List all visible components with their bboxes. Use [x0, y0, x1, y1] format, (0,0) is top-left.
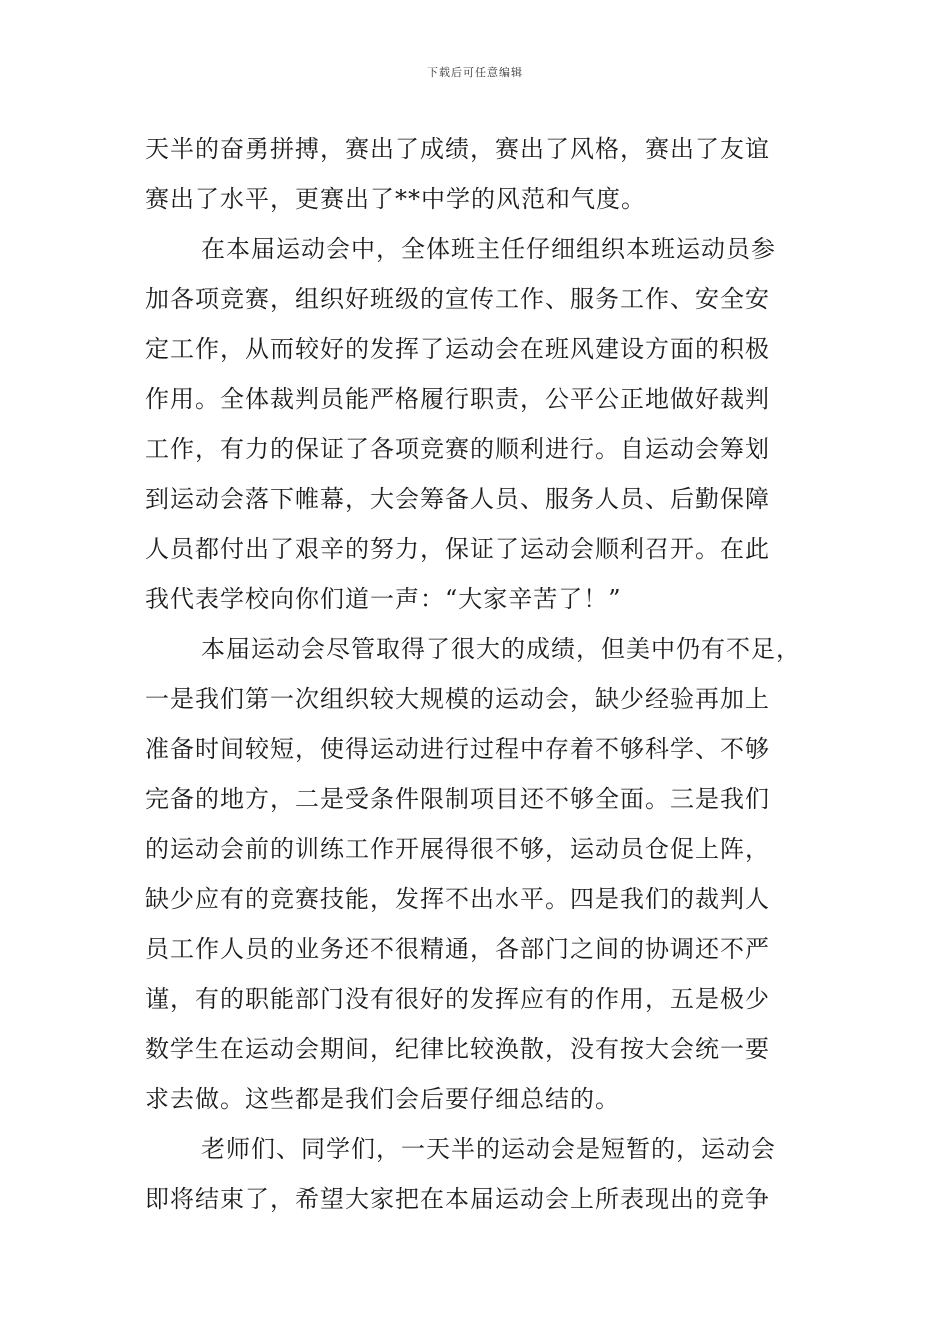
text-line: 求去做。这些都是我们会后要仔细总结的。	[145, 1085, 620, 1113]
text-line: 定工作，从而较好的发挥了运动会在班风建设方面的积极	[145, 335, 770, 363]
text-line: 准备时间较短，使得运动进行过程中存着不够科学、不够	[145, 735, 770, 763]
text-line: 的运动会前的训练工作开展得很不够，运动员仓促上阵，	[145, 835, 770, 863]
text-line: 即将结束了，希望大家把在本届运动会上所表现出的竞争	[145, 1185, 770, 1213]
text-line: 在本届运动会中，全体班主任仔细组织本班运动员参	[201, 235, 776, 263]
page-header: 下载后可任意编辑	[427, 66, 523, 79]
text-line: 我代表学校向你们道一声：“大家辛苦了！”	[145, 585, 622, 613]
text-line: 天半的奋勇拼搏，赛出了成绩，赛出了风格，赛出了友谊	[145, 135, 770, 163]
text-line: 谨，有的职能部门没有很好的发挥应有的作用，五是极少	[145, 985, 770, 1013]
text-line: 加各项竞赛，组织好班级的宣传工作、服务工作、安全安	[145, 285, 770, 313]
text-line: 本届运动会尽管取得了很大的成绩，但美中仍有不足，	[201, 635, 801, 663]
text-line: 到运动会落下帷幕，大会筹备人员、服务人员、后勤保障	[145, 485, 770, 513]
text-line: 赛出了水平，更赛出了**中学的风范和气度。	[145, 185, 646, 213]
text-line: 一是我们第一次组织较大规模的运动会，缺少经验再加上	[145, 685, 770, 713]
text-line: 工作，有力的保证了各项竞赛的顺利进行。自运动会筹划	[145, 435, 770, 463]
text-line: 老师们、同学们，一天半的运动会是短暂的，运动会	[201, 1135, 776, 1163]
text-line: 人员都付出了艰辛的努力，保证了运动会顺利召开。在此	[145, 535, 770, 563]
text-line: 完备的地方，二是受条件限制项目还不够全面。三是我们	[145, 785, 770, 813]
text-line: 员工作人员的业务还不很精通，各部门之间的协调还不严	[145, 935, 770, 963]
text-line: 数学生在运动会期间，纪律比较涣散，没有按大会统一要	[145, 1035, 770, 1063]
text-line: 缺少应有的竞赛技能，发挥不出水平。四是我们的裁判人	[145, 885, 770, 913]
text-line: 作用。全体裁判员能严格履行职责，公平公正地做好裁判	[145, 385, 770, 413]
